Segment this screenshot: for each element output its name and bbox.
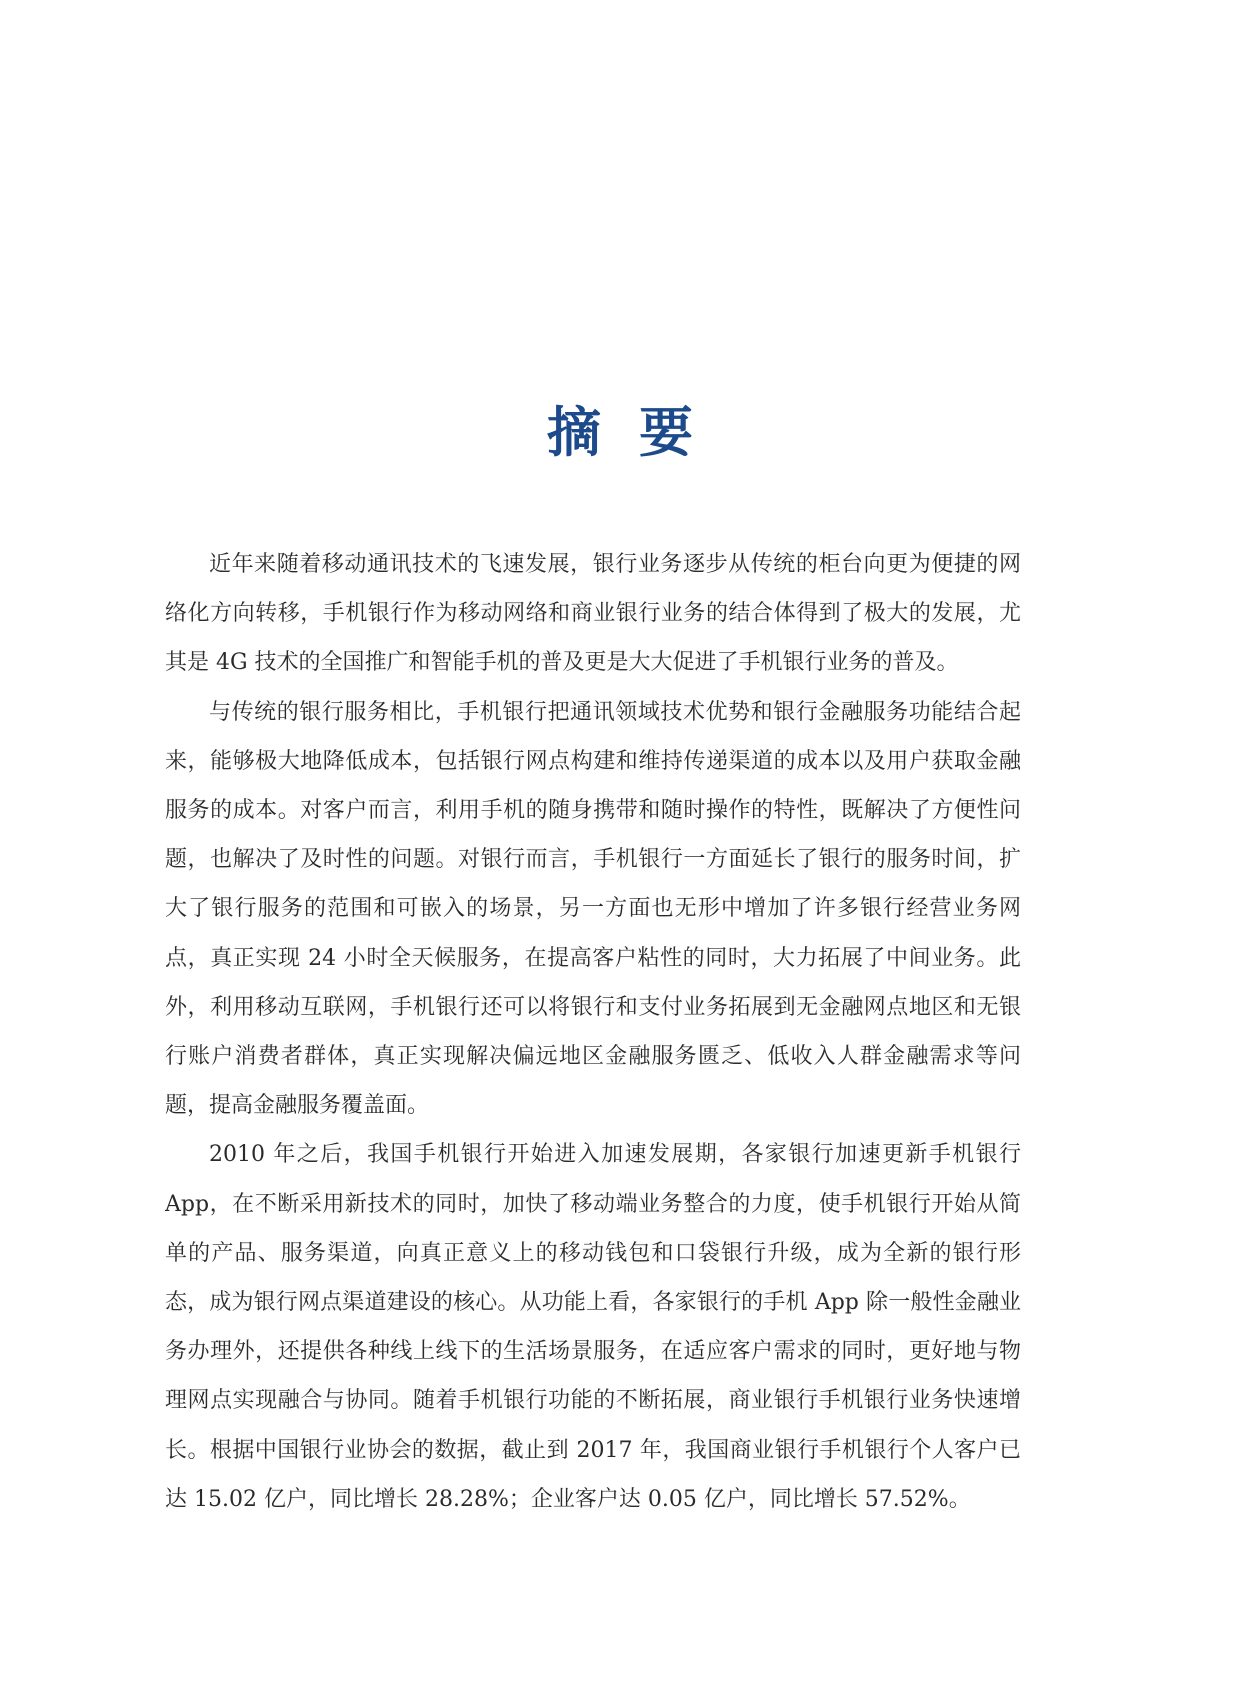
- abstract-body: [165, 540, 1021, 1524]
- paragraph-3: 2010 年之后，我国手机银行开始进入加速发展期，各家银行加速更新手机银行 App，在不断采用新技术的同时，加快了移动端业务整合的力度，使手机银行开始从简单的产品、服务渠道，向真正意义上的移动钱包和口袋银行升级，成为全新的银行形态，成为银行网点渠道建设的核心。从功能上看，各家银行的手机 App 除一般性金融业务办理外，还提供各种线上线下的生活场景服务，在适应客户需求的同时，更好地与物理网点实现融合与协同。随着手机银行功能的不断拓展，商业银行手机银行业务快速增长。根据中国银行业协会的数据，截止到 2017 年，我国商业银行手机银行个人客户已达 15.02 亿户，同比增长 28.28%；企业客户达 0.05 亿户，同比增长 57.52%。: [165, 1142, 1021, 1512]
- paragraph-2: 与传统的银行服务相比，手机银行把通讯领域技术优势和银行金融服务功能结合起来，能够极大地降低成本，包括银行网点构建和维持传递渠道的成本以及用户获取金融服务的成本。对客户而言，利用手机的随身携带和随时操作的特性，既解决了方便性问题，也解决了及时性的问题。对银行而言，手机银行一方面延长了银行的服务时间，扩大了银行服务的范围和可嵌入的场景，另一方面也无形中增加了许多银行经营业务网点，真正实现 24 小时全天候服务，在提高客户粘性的同时，大力拓展了中间业务。此外，利用移动互联网，手机银行还可以将银行和支付业务拓展到无金融网点地区和无银行账户消费者群体，真正实现解决偏远地区金融服务匮乏、低收入人群金融需求等问题，提高金融服务覆盖面。: [165, 699, 1021, 1119]
- page-title: [0, 396, 1240, 470]
- page-title-char-2: 要: [639, 401, 693, 465]
- paragraph-1: 近年来随着移动通讯技术的飞速发展，银行业务逐步从传统的柜台向更为便捷的网络化方向转移，手机银行作为移动网络和商业银行业务的结合体得到了极大的发展，尤其是 4G 技术的全国推广和智能手机的普及更是大大促进了手机银行业务的普及。: [165, 552, 1021, 676]
- page-title-char-1: 摘: [547, 401, 601, 465]
